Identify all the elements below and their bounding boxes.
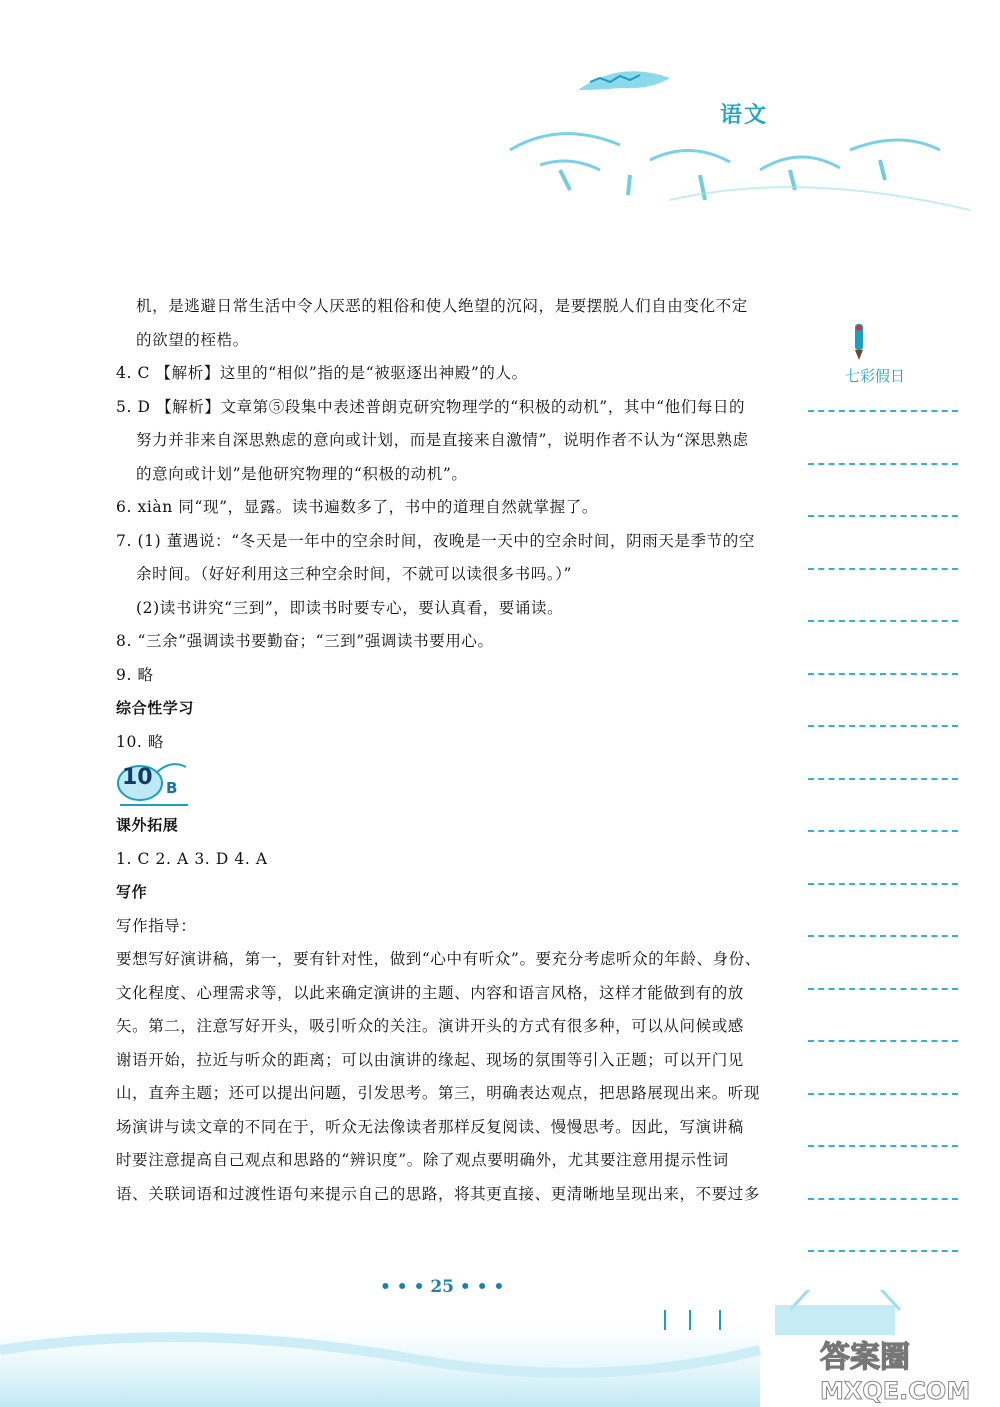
lesson-badge [116, 759, 756, 809]
answer-4: 4. C 【解析】这里的“相似”指的是“被驱逐出神殿”的人。 [116, 364, 528, 382]
note-line [808, 725, 958, 727]
note-line [808, 830, 958, 832]
text-line: 要想写好演讲稿，第一，要有针对性，做到“心中有听众”。要充分考虑听众的年龄、身份、 [116, 950, 761, 968]
text-line: 山，直奔主题；还可以提出问题，引发思考。第三，明确表达观点，把思路展现出来。听现 [116, 1084, 761, 1102]
text-line: 的欲望的桎梏。 [136, 330, 249, 349]
answer-6: 6. xiàn 同“现”，显露。读书遍数多了，书中的道理自然就掌握了。 [116, 498, 598, 516]
note-line [808, 620, 958, 622]
note-line [808, 568, 958, 570]
text-line: 的意向或计划”是他研究物理的“积极的动机”。 [136, 464, 468, 483]
text-line: 时要注意提高自己观点和思路的“辨识度”。除了观点要明确外，尤其要注意用提示性词 [116, 1151, 729, 1169]
section-heading: 综合性学习 [116, 699, 195, 717]
answer-content [116, 290, 761, 1211]
note-line [808, 935, 958, 937]
text-line: 机，是逃避日常生活中令人厌恶的粗俗和使人绝望的沉闷，是要摆脱人们自由变化不定 [136, 297, 748, 315]
page-number: • • • 25 • • • [380, 1277, 505, 1297]
note-line [808, 410, 958, 412]
answer-10: 10. 略 [116, 732, 165, 751]
subject-label: 语文 [720, 103, 769, 128]
note-line [808, 1145, 958, 1147]
note-line [808, 778, 958, 780]
text-line: 文化程度、心理需求等，以此来确定演讲的主题、内容和语言风格，这样才能做到有的放 [116, 983, 744, 1002]
badge-number: 10 [122, 765, 153, 790]
header-decoration [500, 50, 980, 220]
svg-text:MXQE.COM: MXQE.COM [820, 1377, 971, 1405]
svg-text:答案圈: 答案圈 [820, 1340, 910, 1375]
note-line [808, 515, 958, 517]
note-line [808, 1198, 958, 1200]
answer-5: 5. D 【解析】文章第⑤段集中表述普朗克研究物理学的“积极的动机”，其中“他们每日的 [116, 397, 746, 416]
pencil-icon [847, 322, 871, 362]
writing-guide-label: 写作指导： [116, 916, 197, 935]
note-line [808, 1250, 958, 1252]
answer-8: 8. “三余”强调读书要勤奋；“三到”强调读书要用心。 [116, 632, 494, 650]
note-line [808, 1093, 958, 1095]
answers-1-4: 1. C 2. A 3. D 4. A [116, 849, 268, 868]
text-line: 语、关联词语和过渡性语句来提示自己的思路，将其更直接、更清晰地呈现出来，不要过多 [116, 1184, 761, 1203]
note-line [808, 883, 958, 885]
text-line: 努力并非来自深思熟虑的意向或计划，而是直接来自激情”，说明作者不认为“深思熟虑 [136, 431, 749, 449]
section-heading: 写作 [116, 883, 148, 901]
section-heading: 课外拓展 [116, 816, 179, 834]
note-line [808, 673, 958, 675]
badge-letter: B [166, 779, 178, 797]
note-line [808, 1040, 958, 1042]
answer-7-2: (2)读书讲究“三到”，即读书时要专心，要认真看，要诵读。 [136, 598, 564, 617]
watermark-logo [780, 1335, 995, 1407]
text-line: 场演讲与读文章的不同在于，听众无法像读者那样反复阅读、慢慢思考。因此，写演讲稿 [116, 1117, 744, 1136]
text-line: 余时间。（好好利用这三种空余时间，不就可以读很多书吗。）” [136, 565, 573, 583]
note-line [808, 988, 958, 990]
answer-7: 7. (1) 董遇说：“冬天是一年中的空余时间，夜晚是一天中的空余时间，阴雨天是季节的空 [116, 531, 755, 550]
text-line: 谢语开始，拉近与听众的距离；可以由演讲的缘起、现场的氛围等引入正题；可以开门见 [116, 1050, 744, 1069]
answer-9: 9. 略 [116, 665, 154, 684]
text-line: 矢。第二，注意写好开头，吸引听众的关注。演讲开头的方式有很多种，可以从问候或感 [116, 1017, 744, 1035]
note-line [808, 463, 958, 465]
brand-label: 七彩假日 [845, 367, 906, 385]
